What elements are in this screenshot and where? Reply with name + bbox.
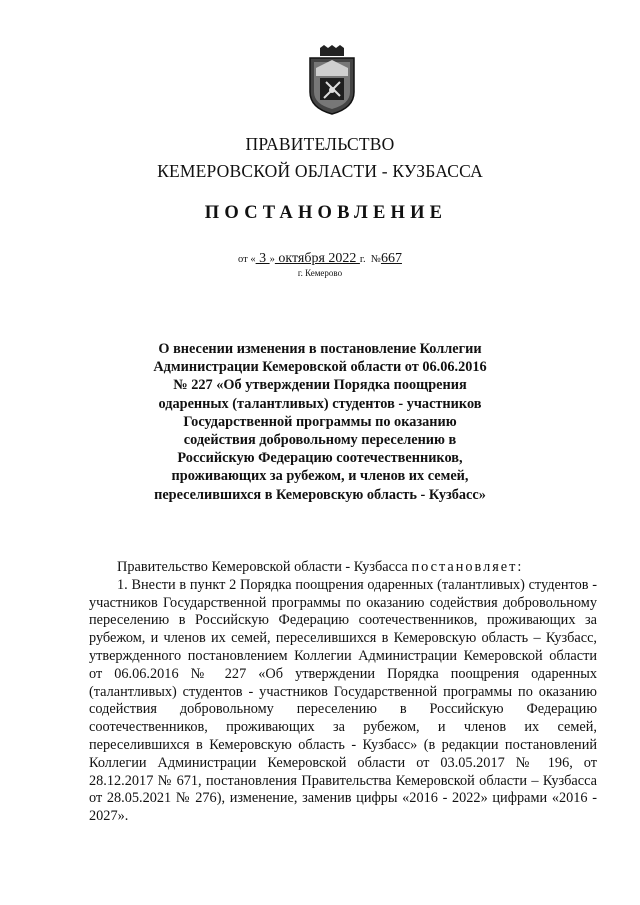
- date-from-label: от «: [238, 254, 256, 265]
- document-title: О внесении изменения в постановление Коллегии Администрации Кемеровской области от 06.06.2016 № 227 «Об утверждении Порядка поощрения одаренных (талантливых) студентов - участников Государственной программы по оказанию содействия добровольному переселению в Российскую Федерацию соотечественников, проживающих за рубежом, и членов их семей, переселившихся в Кемеровскую область - Кузбасс»: [153, 341, 487, 503]
- document-body: [89, 559, 597, 826]
- intro-text: Правительство Кемеровской области - Кузбасса: [117, 559, 412, 575]
- coat-of-arms-icon: [306, 44, 358, 116]
- resolves-word: постановляет:: [411, 559, 524, 575]
- government-name-line1: ПРАВИТЕЛЬСТВО: [245, 134, 395, 154]
- item-1-paragraph: 1. Внести в пункт 2 Порядка поощрения одаренных (талантливых) студентов - участников Государственной программы по оказанию содействия добровольному переселению в Российскую Федерацию соотечественников, проживающих за рубежом, и членов их семей, переселившихся в Кемеровскую область – Кузбасс, утвержденного постановлением Коллегии Администрации Кемеровской области от 06.06.2016 № 227 «Об утверждении Порядка поощрения одаренных (талантливых) студентов - участников Государственной программы по оказанию содействия добровольному переселению в Российскую Федерацию соотечественников, проживающих за рубежом, и членов их семей, переселившихся в Кемеровскую область - Кузбасс» (в редакции постановлений Коллегии Администрации Кемеровской области от 03.05.2017 № 196, от 28.12.2017 № 671, постановления Правительства Кемеровской области – Кузбасса от 28.05.2021 № 276), изменение, заменив цифры «2016 - 2022» цифрами «2016 - 2027».: [89, 576, 597, 825]
- year-abbr: г.: [359, 254, 366, 265]
- date-number-line: [0, 251, 640, 267]
- date-day: 3: [255, 251, 270, 266]
- city-label: г. Кемерово: [297, 268, 343, 278]
- date-close-quote: »: [269, 254, 275, 265]
- document-number: 667: [380, 251, 402, 266]
- number-label: №: [370, 254, 381, 265]
- date-month-year: октября 2022: [274, 251, 360, 266]
- document-type-heading: ПОСТАНОВЛЕНИЕ: [204, 203, 448, 223]
- government-name-line2: КЕМЕРОВСКОЙ ОБЛАСТИ - КУЗБАССА: [157, 161, 483, 181]
- intro-paragraph: [89, 559, 597, 577]
